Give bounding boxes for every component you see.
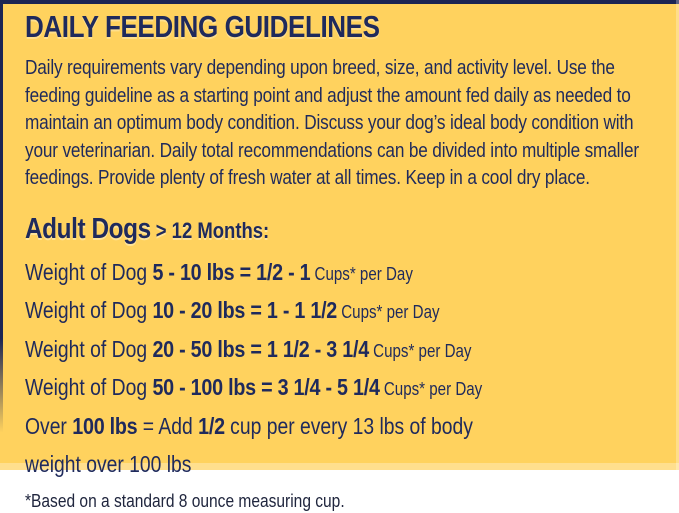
intro-line: feeding guideline as a starting point and adjust the amount fed daily as needed to [25, 83, 631, 107]
feeding-row-segment: 100 lbs [72, 412, 138, 439]
feeding-row-segment: 1/2 [198, 412, 225, 439]
feeding-row-segment: weight over 100 lbs [25, 451, 192, 478]
feeding-row-segment: cup per every 13 lbs of body [224, 412, 473, 439]
months-label: > 12 Months: [155, 217, 270, 243]
feeding-rows [25, 255, 663, 487]
intro-line: maintain an optimum body condition. Discuss your dog’s ideal body condition with [25, 111, 634, 134]
footnote: *Based on a standard 8 ounce measuring cup. [25, 490, 345, 512]
feeding-row-segment: 50 - 100 lbs = 3 1/4 - 5 1/4 [152, 374, 380, 401]
intro-line: feedings. Provide plenty of fresh water at all times. Keep in a cool dry place. [25, 166, 590, 189]
intro-line: Daily requirements vary depending upon breed, size, and activity level. Use the [25, 56, 615, 79]
feeding-row [25, 255, 561, 294]
feeding-row-segment: 20 - 50 lbs = 1 1/2 - 3 1/4 [152, 335, 369, 362]
feeding-row-segment: Cups* per Day [337, 302, 440, 323]
feeding-row [25, 447, 561, 486]
feeding-row-segment: Over [25, 412, 73, 439]
intro-line: your veterinarian. Daily total recommendations can be divided into multiple smaller [25, 138, 639, 162]
feeding-row-segment: Cups* per Day [310, 263, 413, 284]
feeding-row-segment: 10 - 20 lbs = 1 - 1 1/2 [152, 297, 338, 324]
feeding-row-segment: Weight of Dog [25, 374, 153, 401]
adult-dogs-label: Adult Dogs [25, 212, 151, 245]
feeding-row-segment: 5 - 10 lbs = 1/2 - 1 [152, 258, 311, 285]
feeding-row-segment: Weight of Dog [25, 258, 153, 285]
section-heading [25, 213, 561, 250]
feeding-row-segment: = Add [137, 412, 199, 439]
feeding-row-segment: Weight of Dog [25, 297, 153, 324]
feeding-row [25, 409, 561, 448]
feeding-row [25, 332, 561, 371]
intro-paragraph [25, 54, 663, 192]
feeding-row-segment: Weight of Dog [25, 335, 153, 362]
feeding-row [25, 293, 561, 332]
feeding-row [25, 370, 561, 409]
feeding-row-segment: Cups* per Day [368, 340, 472, 361]
page-title: DAILY FEEDING GUIDELINES [25, 9, 380, 44]
feeding-row-segment: Cups* per Day [379, 379, 483, 400]
